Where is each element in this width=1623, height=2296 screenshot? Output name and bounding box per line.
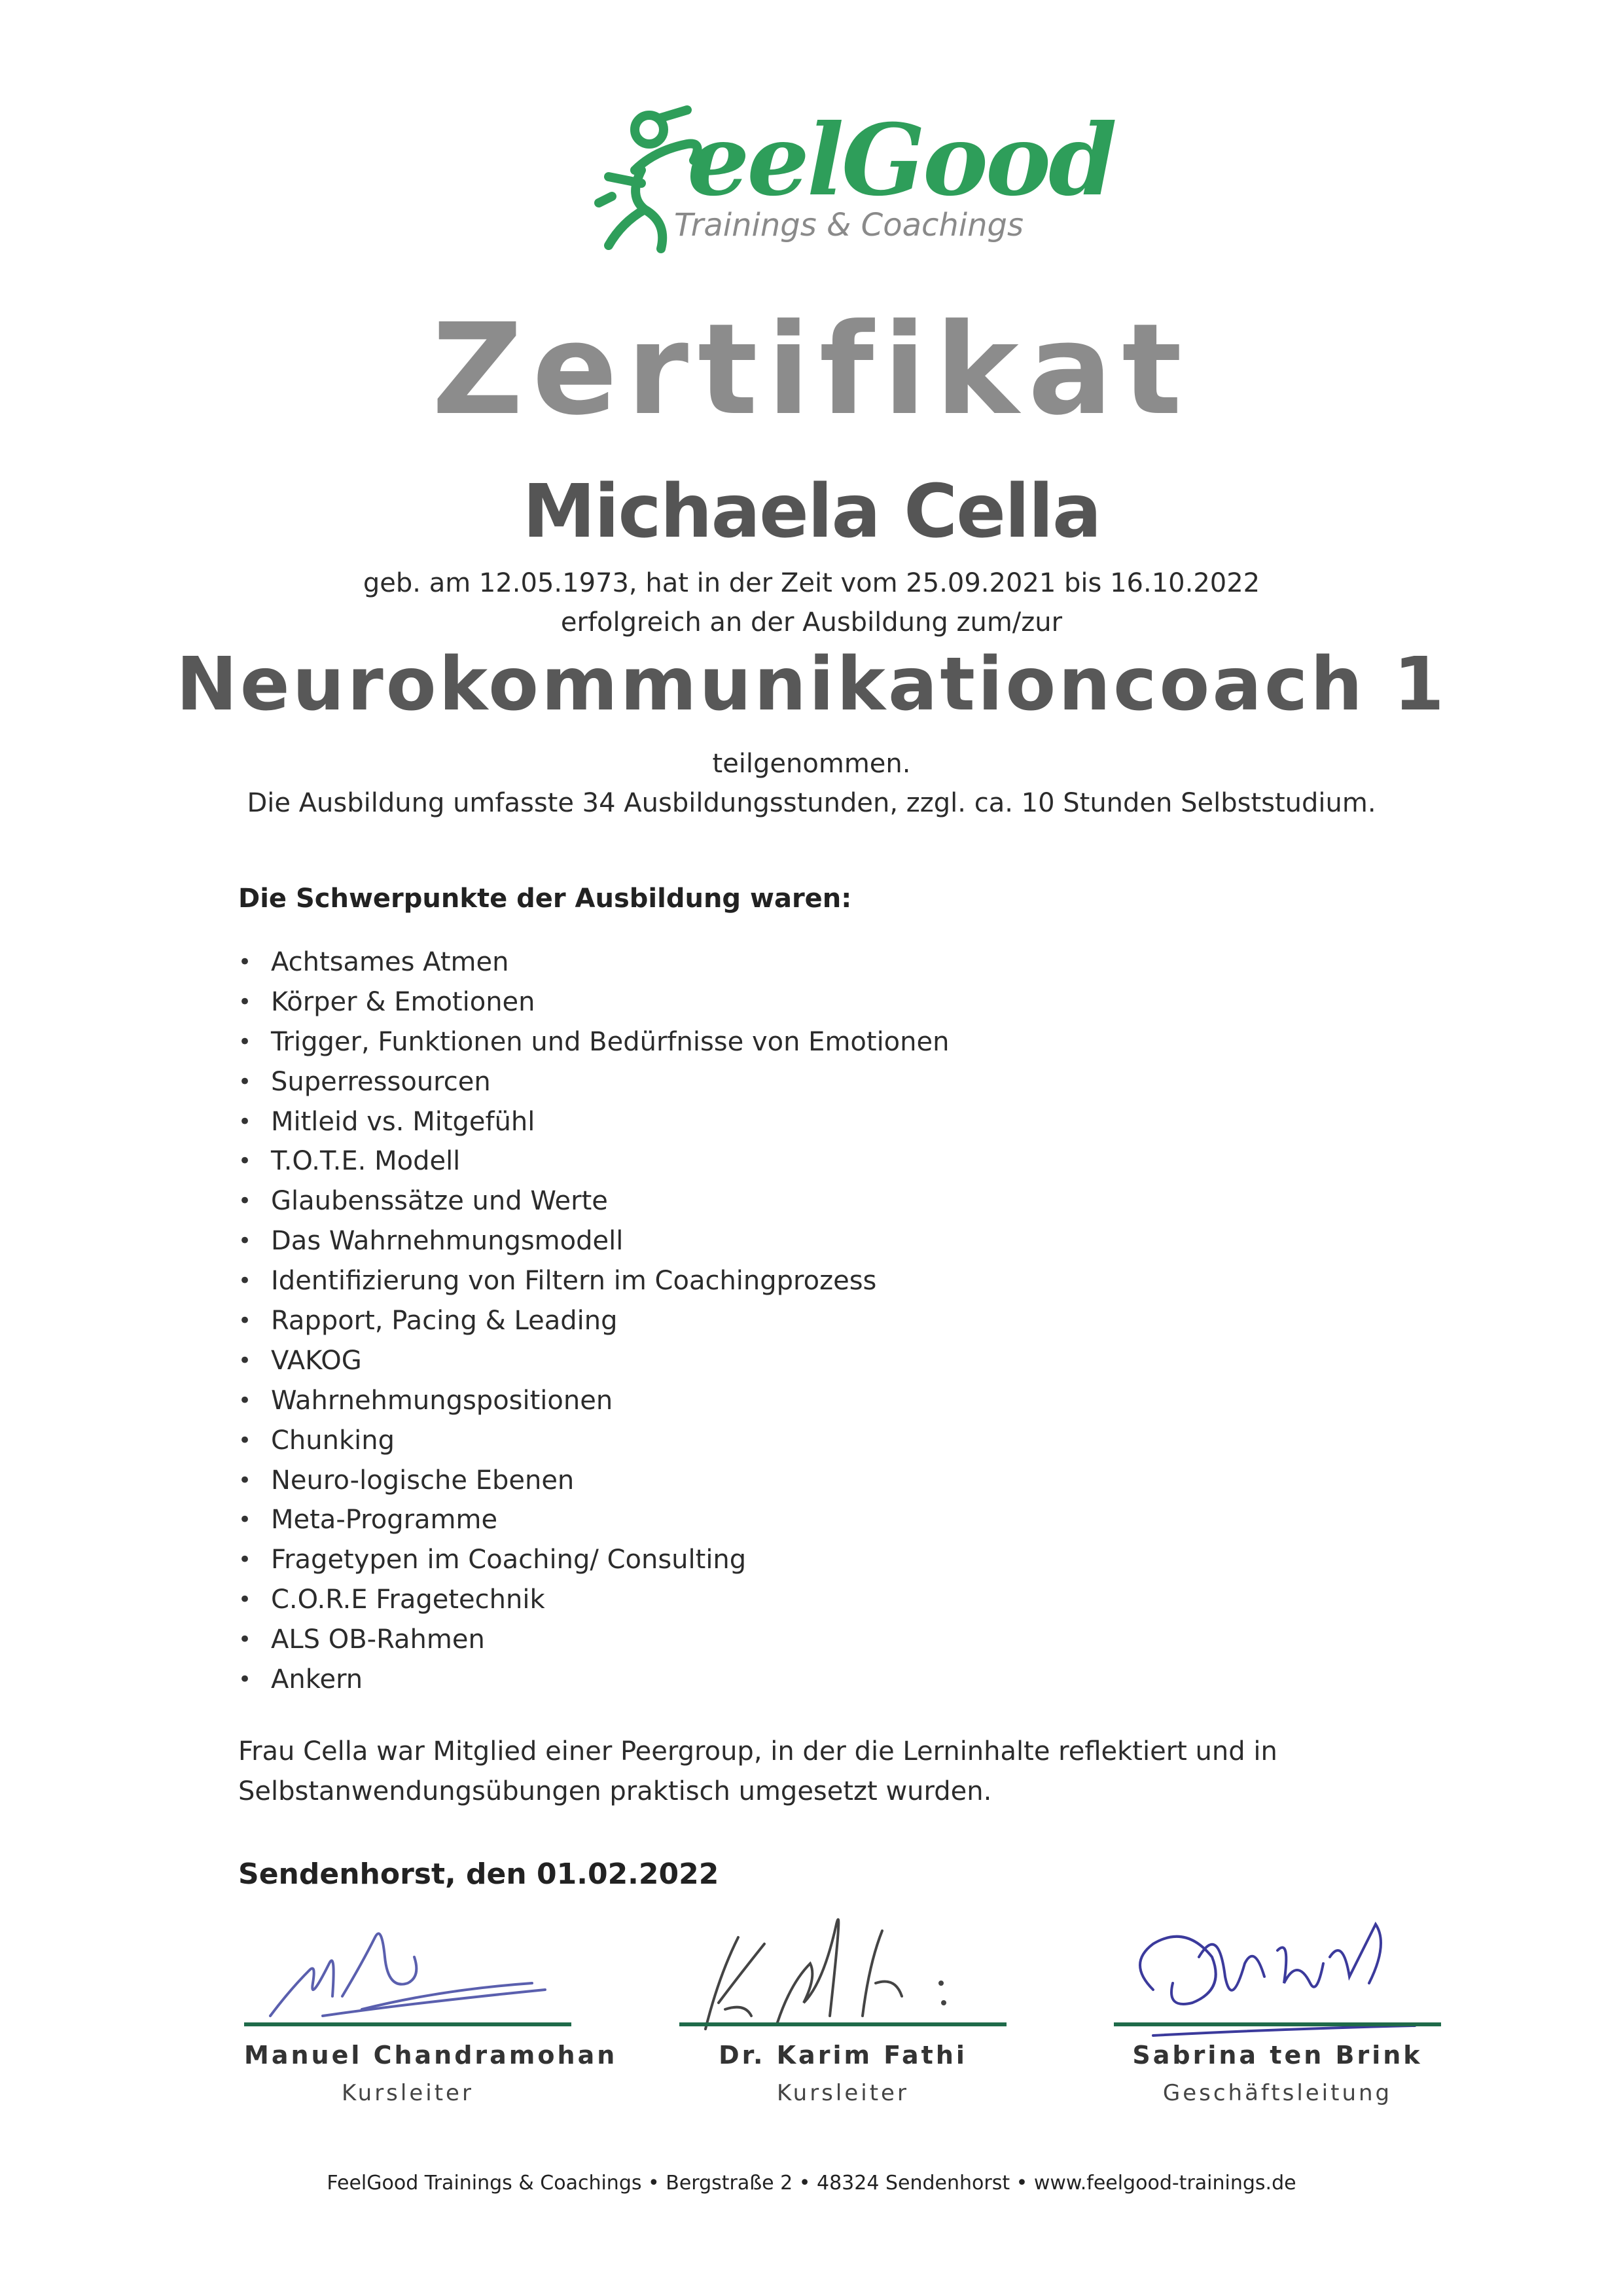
place-date: Sendenhorst, den 01.02.2022 <box>238 1857 719 1891</box>
list-item: • Ankern <box>238 1660 949 1700</box>
signature-line <box>1114 2022 1441 2026</box>
list-item: • C.O.R.E Fragetechnik <box>238 1580 949 1620</box>
intro-line-1: geb. am 12.05.1973, hat in der Zeit vom 25.09.2021 bis 16.10.2022 <box>363 568 1260 598</box>
list-item: • Superressourcen <box>238 1062 949 1102</box>
feelgood-logo <box>589 98 1115 255</box>
logo-subtitle: Trainings & Coachings <box>674 207 1024 243</box>
signer-role: Geschäftsleitung <box>1162 2080 1393 2106</box>
list-item: • Wahrnehmungspositionen <box>238 1381 949 1421</box>
signer-name: Sabrina ten Brink <box>1132 2041 1423 2070</box>
certificate-title: Zertifikat <box>431 297 1192 443</box>
handwritten-signature-1 <box>244 1885 571 2029</box>
handwritten-signature-2 <box>679 1885 1007 2036</box>
list-item: • Trigger, Funktionen und Bedürfnisse von Emotionen <box>238 1022 949 1062</box>
list-item: • Mitleid vs. Mitgefühl <box>238 1102 949 1142</box>
intro-line-2: erfolgreich an der Ausbildung zum/zur <box>560 607 1063 637</box>
signer-role: Kursleiter <box>342 2080 474 2106</box>
list-item: • Achtsames Atmen <box>238 942 949 982</box>
signer-name: Manuel Chandramohan <box>244 2041 618 2070</box>
list-item: • Fragetypen im Coaching/ Consulting <box>238 1540 949 1580</box>
recipient-name: Michaela Cella <box>522 469 1101 554</box>
hours-text: Die Ausbildung umfasste 34 Ausbildungsstunden, zzgl. ca. 10 Stunden Selbststudium. <box>247 788 1376 818</box>
list-item: • ALS OB-Rahmen <box>238 1620 949 1660</box>
logo-wordmark: eelGood <box>687 103 1115 218</box>
signature-line <box>679 2022 1007 2026</box>
list-item: • Identifizierung von Filtern im Coachingprozess <box>238 1261 949 1301</box>
list-item: • T.O.T.E. Modell <box>238 1141 949 1181</box>
peergroup-note: Frau Cella war Mitglied einer Peergroup, in der die Lerninhalte reflektiert und in Selbstanwendungsübungen praktisch umgesetzt wurden. <box>238 1736 1277 1806</box>
list-item: • Rapport, Pacing & Leading <box>238 1301 949 1341</box>
list-item: • Glaubenssätze und Werte <box>238 1181 949 1221</box>
list-item: • Körper & Emotionen <box>238 982 949 1022</box>
footer-address: FeelGood Trainings & Coachings • Bergstraße 2 • 48324 Sendenhorst • www.feelgood-trainings.de <box>327 2172 1296 2195</box>
signature-line <box>244 2022 571 2026</box>
list-item: • VAKOG <box>238 1341 949 1381</box>
list-item: • Chunking <box>238 1421 949 1461</box>
list-item: • Neuro-logische Ebenen <box>238 1461 949 1501</box>
focus-heading: Die Schwerpunkte der Ausbildung waren: <box>238 884 852 914</box>
signer-role: Kursleiter <box>777 2080 909 2106</box>
course-title: Neurokommunikationcoach 1 <box>176 642 1447 727</box>
list-item: • Meta-Programme <box>238 1500 949 1540</box>
handwritten-signature-3 <box>1114 1885 1441 2055</box>
participated-text: teilgenommen. <box>712 749 911 779</box>
topic-list <box>238 942 949 1700</box>
list-item: • Das Wahrnehmungsmodell <box>238 1221 949 1261</box>
signer-name: Dr. Karim Fathi <box>719 2041 967 2070</box>
